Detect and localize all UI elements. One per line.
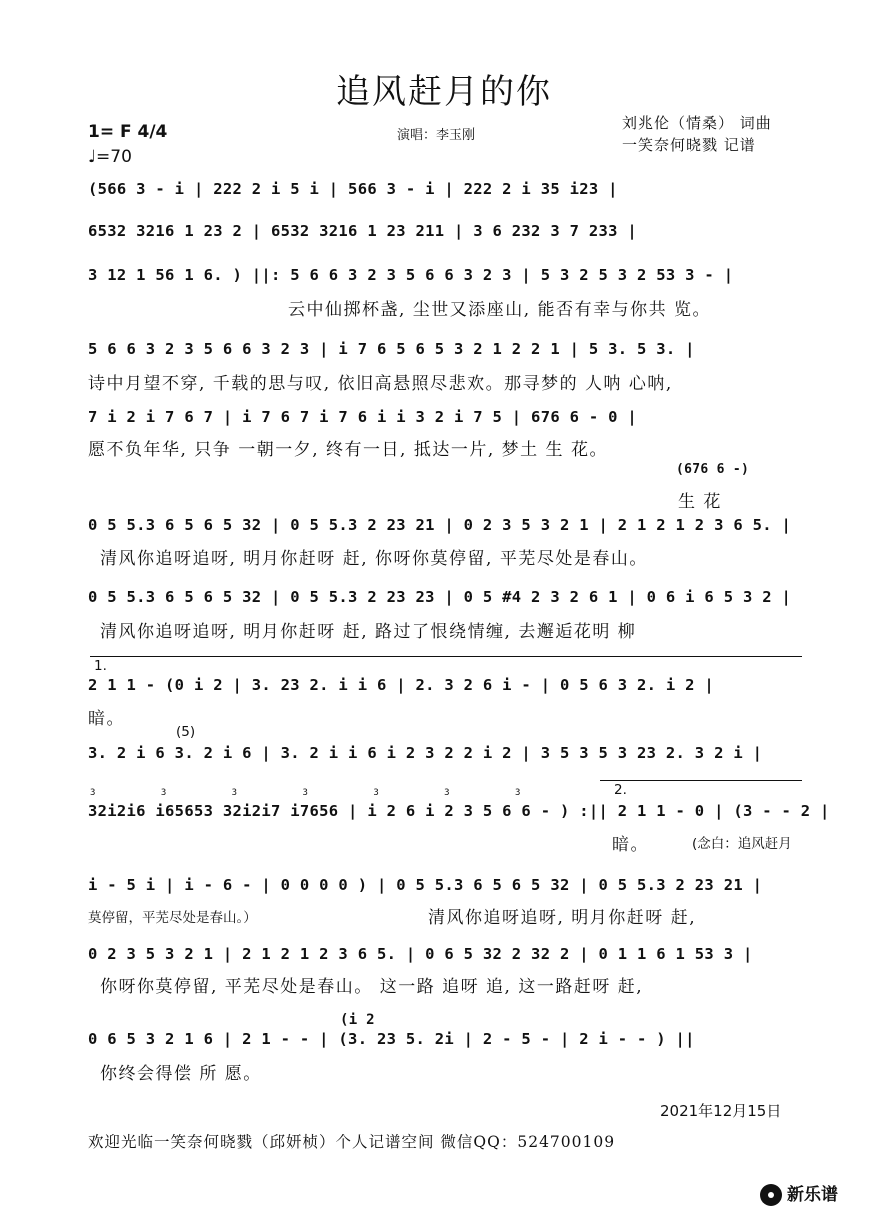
- lyric-line-8: 暗。: [88, 709, 125, 729]
- volta-1-label: 1.: [94, 658, 107, 674]
- spoken-line-11: 莫停留，平芜尽处是春山。）: [88, 910, 257, 926]
- record-icon: [760, 1184, 782, 1206]
- score-line-1: (566 3 - i | 222 2 i 5 i | 566 3 - i | 222 2 i 35 i23 |: [88, 180, 618, 198]
- lyric-line-13: 你终会得偿 所 愿。: [100, 1064, 262, 1084]
- singer-credit: 演唱：李玉刚: [397, 128, 476, 143]
- score-line-5: 7 i 2 i 7 6 7 | i 7 6 7 i 7 6 i i 3 2 i 7 5 | 676 6 - 0 |: [88, 408, 638, 426]
- site-logo[interactable]: [760, 1180, 838, 1206]
- volta-2-label: 2.: [614, 782, 627, 798]
- score-line-13: 0 6 5 3 2 1 6 | 2 1 - - | (3. 23 5. 2i | 2 - 5 - | 2 i - - ) ||: [88, 1030, 695, 1048]
- score-line-2: 6532 3216 1 23 2 | 6532 3216 1 23 211 | 3 6 232 3 7 233 |: [88, 222, 638, 240]
- date: 2021年12月15日: [660, 1102, 782, 1120]
- score-line-3: 3 12 1 56 1 6. ) ||: 5 6 6 3 2 3 5 6 6 3 2 3 | 5 3 2 5 3 2 53 3 - |: [88, 266, 734, 284]
- footer-welcome: 欢迎光临一笑奈何晓戮（邱妍桢）个人记谱空间 微信QQ：524700109: [88, 1133, 616, 1151]
- lyric-line-12: 你呀你莫停留, 平芜尽处是春山。 这一路 追呀 追, 这一路赶呀 赶,: [100, 977, 644, 997]
- tempo-mark: ♩=70: [88, 147, 132, 167]
- lyric-line-5: 愿不负年华, 只争 一朝一夕, 终有一日, 抵达一片, 梦土 生 花。: [88, 440, 608, 460]
- volta-1-bracket: [90, 656, 802, 657]
- lyric-line-7: 清风你追呀追呀, 明月你赶呀 赶, 路过了恨绕情缠, 去邂逅花明 柳: [100, 622, 637, 642]
- score-line-12: 0 2 3 5 3 2 1 | 2 1 2 1 2 3 6 5. | 0 6 5 32 2 32 2 | 0 1 1 6 1 53 3 |: [88, 945, 753, 963]
- triplet-marks: 3 3 3 3 3 3 3: [90, 788, 551, 798]
- score-line-10: 32i2i6 i65653 32i2i7 i7656 | i 2 6 i 2 3 5 6 6 - ) :|| 2 1 1 - 0 | (3 - - 2 |: [88, 802, 830, 820]
- transcriber-credit: 一笑奈何晓戮 记谱: [622, 136, 756, 154]
- score-line-9: 3. 2 i 6 3. 2 i 6 | 3. 2 i i 6 i 2 3 2 2 i 2 | 3 5 3 5 3 23 2. 3 2 i |: [88, 744, 763, 762]
- score-line-6: 0 5 5.3 6 5 6 5 32 | 0 5 5.3 2 23 21 | 0 2 3 5 3 2 1 | 2 1 2 1 2 3 6 5. |: [88, 516, 792, 534]
- lyric-line-6: 清风你追呀追呀, 明月你赶呀 赶, 你呀你莫停留, 平芜尽处是春山。: [100, 549, 648, 569]
- composer-credit: 刘兆伦（情桑） 词曲: [622, 114, 772, 132]
- score-line-7: 0 5 5.3 6 5 6 5 32 | 0 5 5.3 2 23 23 | 0 5 #4 2 3 2 6 1 | 0 6 i 6 5 3 2 |: [88, 588, 792, 606]
- lyric-line-11: 清风你追呀追呀, 明月你赶呀 赶,: [428, 908, 697, 928]
- lyric-line-4: 诗中月望不穿, 千载的思与叹, 依旧高悬照尽悲欢。那寻梦的 人呐 心呐,: [88, 374, 673, 394]
- lyric-line-3: 云中仙掷杯盏, 尘世又添座山, 能否有幸与你共 览。: [288, 300, 712, 320]
- logo-text: 新乐谱: [787, 1185, 838, 1205]
- lyric-line-10: 暗。: [612, 835, 649, 855]
- score-line-4: 5 6 6 3 2 3 5 6 6 3 2 3 | i 7 6 5 6 5 3 2 1 2 2 1 | 5 3. 5 3. |: [88, 340, 695, 358]
- alt-notes-line-13: (i 2: [340, 1012, 375, 1028]
- phrase-mark: (5): [176, 724, 196, 740]
- score-line-8: 2 1 1 - (0 i 2 | 3. 23 2. i i 6 | 2. 3 2 6 i - | 0 5 6 3 2. i 2 |: [88, 676, 715, 694]
- key-signature: 1= F 4/4: [88, 122, 168, 142]
- score-line-11: i - 5 i | i - 6 - | 0 0 0 0 ) | 0 5 5.3 6 5 6 5 32 | 0 5 5.3 2 23 21 |: [88, 876, 763, 894]
- spoken-line-10: (念白：追风赶月: [692, 836, 792, 852]
- alt-lyric-line-5: 生 花: [678, 492, 722, 512]
- song-title: 追风赶月的你: [336, 72, 552, 112]
- volta-2-bracket: [600, 780, 802, 781]
- alt-notes-line-5: (676 6 -): [676, 462, 750, 477]
